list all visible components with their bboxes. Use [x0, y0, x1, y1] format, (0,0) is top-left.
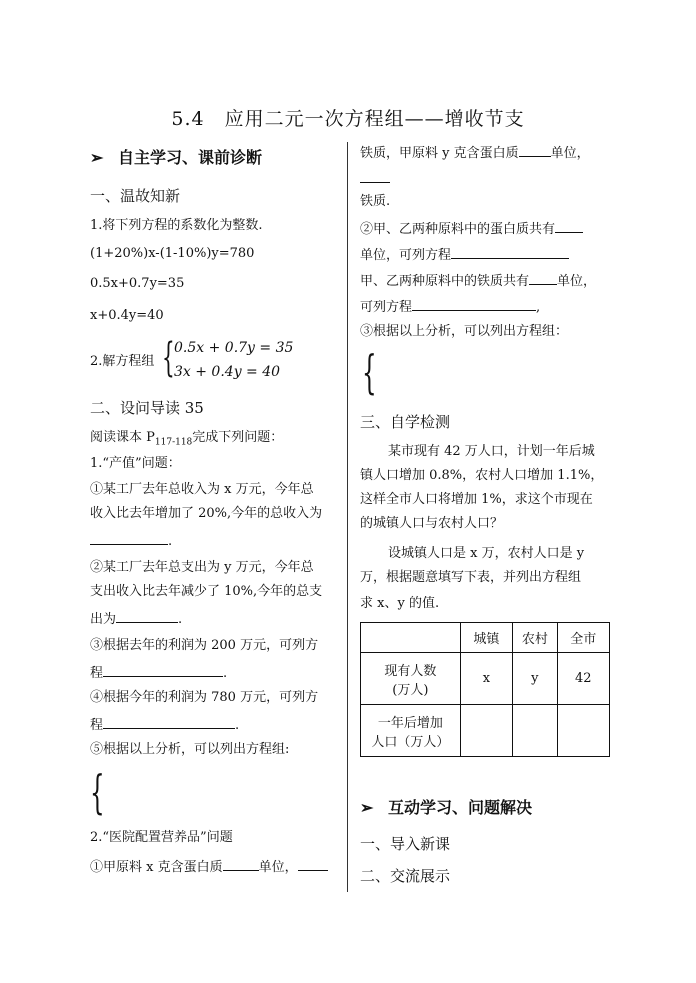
check-text-5: 设城镇人口是 x 万，农村人口是 y: [388, 546, 585, 561]
section-heading-interactive: ➢ 互动学习、问题解决: [360, 798, 533, 817]
answer-blank[interactable]: [103, 714, 235, 729]
answer-blank[interactable]: [90, 530, 168, 545]
page-title: 5.4 应用二元一次方程组——增收节支: [171, 108, 525, 130]
equation-1: (1+20%)x-(1-10%)y=780: [90, 246, 255, 261]
problem-1-item-2b: 支出收入比去年减少了 10%,今年的总支: [90, 584, 323, 599]
problem-2-item-1: ①甲原料 x 克含蛋白质 单位，: [90, 856, 328, 878]
problem-1-item-3b: 程 .: [90, 662, 227, 684]
problem-1-item-2a: ②某工厂去年总支出为 y 万元，今年总: [90, 560, 314, 575]
subheading-showcase: 二、交流展示: [360, 867, 451, 885]
table-header-cell: 全市: [557, 623, 609, 653]
table-row: [361, 653, 610, 705]
table-header-row: [361, 623, 610, 653]
answer-blank[interactable]: [103, 662, 223, 677]
problem-2-item-2d: 可列方程 ,: [360, 296, 540, 318]
answer-blank[interactable]: [555, 218, 583, 233]
left-brace-icon: {: [162, 335, 175, 381]
subheading-guided-reading: 二、设问导读 35: [90, 399, 204, 417]
problem-1-item-2c: 出为 .: [90, 608, 182, 630]
table-cell-empty[interactable]: [513, 705, 557, 757]
subheading-review: 一、温故知新: [90, 187, 181, 205]
problem-1-item-1a: ①某工厂去年总收入为 x 万元，今年总: [90, 482, 314, 497]
table-header-cell: 城镇: [460, 623, 512, 653]
answer-blank-row: [360, 168, 390, 190]
subheading-intro: 一、导入新课: [360, 835, 451, 853]
question-2-label: 2.解方程组: [90, 354, 155, 369]
table-row: [361, 705, 610, 757]
table-cell-empty[interactable]: [460, 705, 512, 757]
reading-instruction: 阅读课本 $P_{117-118}$完成下列问题：: [90, 430, 284, 448]
left-brace-icon: {: [362, 345, 377, 399]
check-text-1: 某市现有 42 万人口，计划一年后城: [388, 444, 595, 459]
equation-3: x+0.4y=40: [90, 308, 164, 323]
problem-2-item-2a: ②甲、乙两种原料中的蛋白质共有: [360, 218, 583, 240]
table-header-cell: 农村: [513, 623, 557, 653]
system-eq-a: 0.5x + 0.7y = 35: [174, 340, 294, 356]
problem-1-item-3a: ③根据去年的利润为 200 万元，可列方: [90, 638, 319, 653]
subheading-self-check: 三、自学检测: [360, 413, 451, 431]
table-header-cell: [361, 623, 461, 653]
problem-1-item-5: ⑤根据以上分析，可以列出方程组:: [90, 742, 290, 757]
problem-2-title: 2.“医院配置营养品”问题: [90, 830, 233, 845]
answer-blank[interactable]: [116, 608, 178, 623]
check-text-4: 的城镇人口与农村人口？: [360, 516, 504, 531]
problem-1-item-4a: ④根据今年的利润为 780 万元，可列方: [90, 690, 319, 705]
arrow-bullet-icon: ➢: [90, 148, 104, 167]
check-text-2: 镇人口增加 0.8%，农村人口增加 1.1%，: [360, 468, 604, 483]
problem-2-item-2b: 单位，可列方程: [360, 244, 569, 266]
answer-blank[interactable]: [519, 142, 551, 157]
population-table: [360, 622, 610, 757]
question-1: 1.将下列方程的系数化为整数.: [90, 218, 263, 233]
problem-1-item-4b: 程 .: [90, 714, 239, 736]
answer-blank-row: .: [90, 530, 172, 552]
equation-2: 0.5x+0.7y=35: [90, 276, 185, 291]
problem-2-item-2c: 甲、乙两种原料中的铁质共有 单位，: [360, 270, 596, 292]
table-row-label: 现有人数 (万人): [361, 653, 461, 705]
answer-blank[interactable]: [360, 168, 390, 183]
problem-2-item-1-cont: 铁质，甲原料 y 克含蛋白质 单位，: [360, 142, 590, 164]
answer-blank[interactable]: [451, 244, 569, 259]
problem-2-item-1-end: 铁质.: [360, 194, 391, 209]
section-heading-self-study: ➢ 自主学习、课前诊断: [90, 148, 263, 167]
table-cell: 42: [557, 653, 609, 705]
table-cell: y: [513, 653, 557, 705]
system-eq-b: 3x + 0.4y = 40: [174, 364, 281, 380]
problem-1-title: 1.“产值”问题：: [90, 456, 181, 471]
answer-blank[interactable]: [529, 270, 557, 285]
arrow-bullet-icon: ➢: [360, 798, 374, 817]
left-brace-icon: {: [90, 765, 105, 819]
problem-2-item-3: ③根据以上分析，可以列出方程组：: [360, 324, 569, 339]
column-divider: [347, 142, 348, 892]
answer-blank[interactable]: [412, 296, 536, 311]
table-row-label: 一年后增加 人口（万人）: [361, 705, 461, 757]
problem-1-item-1b: 收入比去年增加了 20%,今年的总收入为: [90, 506, 323, 521]
answer-blank[interactable]: [298, 856, 328, 871]
check-text-3: 这样全市人口将增加 1%，求这个市现在: [360, 492, 593, 507]
table-cell: x: [460, 653, 512, 705]
answer-blank[interactable]: [223, 856, 259, 871]
check-text-6: 万，根据题意填写下表，并列出方程组: [360, 570, 582, 585]
table-cell-empty[interactable]: [557, 705, 609, 757]
check-text-7: 求 x、y 的值.: [360, 596, 440, 611]
